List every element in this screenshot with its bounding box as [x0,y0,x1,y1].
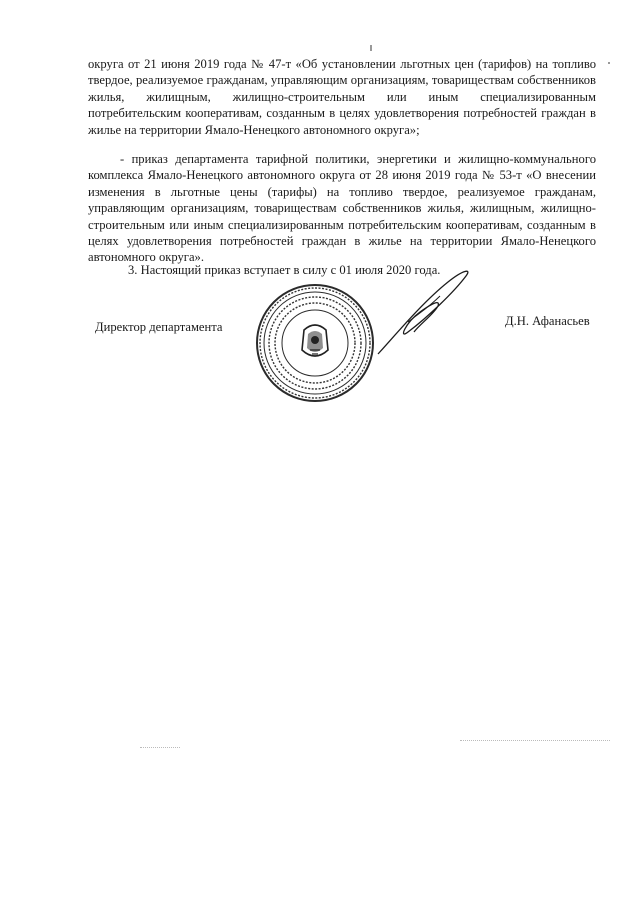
scan-dots [140,747,180,749]
paragraph-3: 3. Настоящий приказ вступает в силу с 01 июля 2020 года. [128,263,441,277]
paragraph-2: - приказ департамента тарифной политики, энергетики и жилищно-коммунального комплекса Ямало-Ненецкого автономного округа от 28 июня 2019 года № 53-т «О внесении изменения в льготные цены (тарифы) на топливо твердое, реализуемое гражданам, управляющим организациям, товариществам собственников жилья, жилищным, жилищно-строительным или иным специализированным потребительским кооперативам, созданным в целях удовлетворения потребностей граждан в жилье на территории Ямало-Ненецкого автономного округа». [88,152,596,265]
signatory-title: Директор департамента [95,320,223,334]
scan-speck [608,62,610,64]
scan-speck [370,45,372,51]
paragraph-1: округа от 21 июня 2019 года № 47-т «Об установлении льготных цен (тарифов) на топливо твердое, реализуемое гражданам, управляющим организациям, товариществам собственников жилья, жилищным, жилищно-строительным или иным специализированным потребительским кооперативам, созданным в целях удовлетворения потребностей граждан в жилье на территории Ямало-Ненецкого автономного округа»; [88,57,596,137]
official-seal-icon [254,282,376,404]
handwritten-signature-icon [368,262,478,362]
signatory-name: Д.Н. Афанасьев [505,314,590,328]
scan-dots [460,740,610,742]
